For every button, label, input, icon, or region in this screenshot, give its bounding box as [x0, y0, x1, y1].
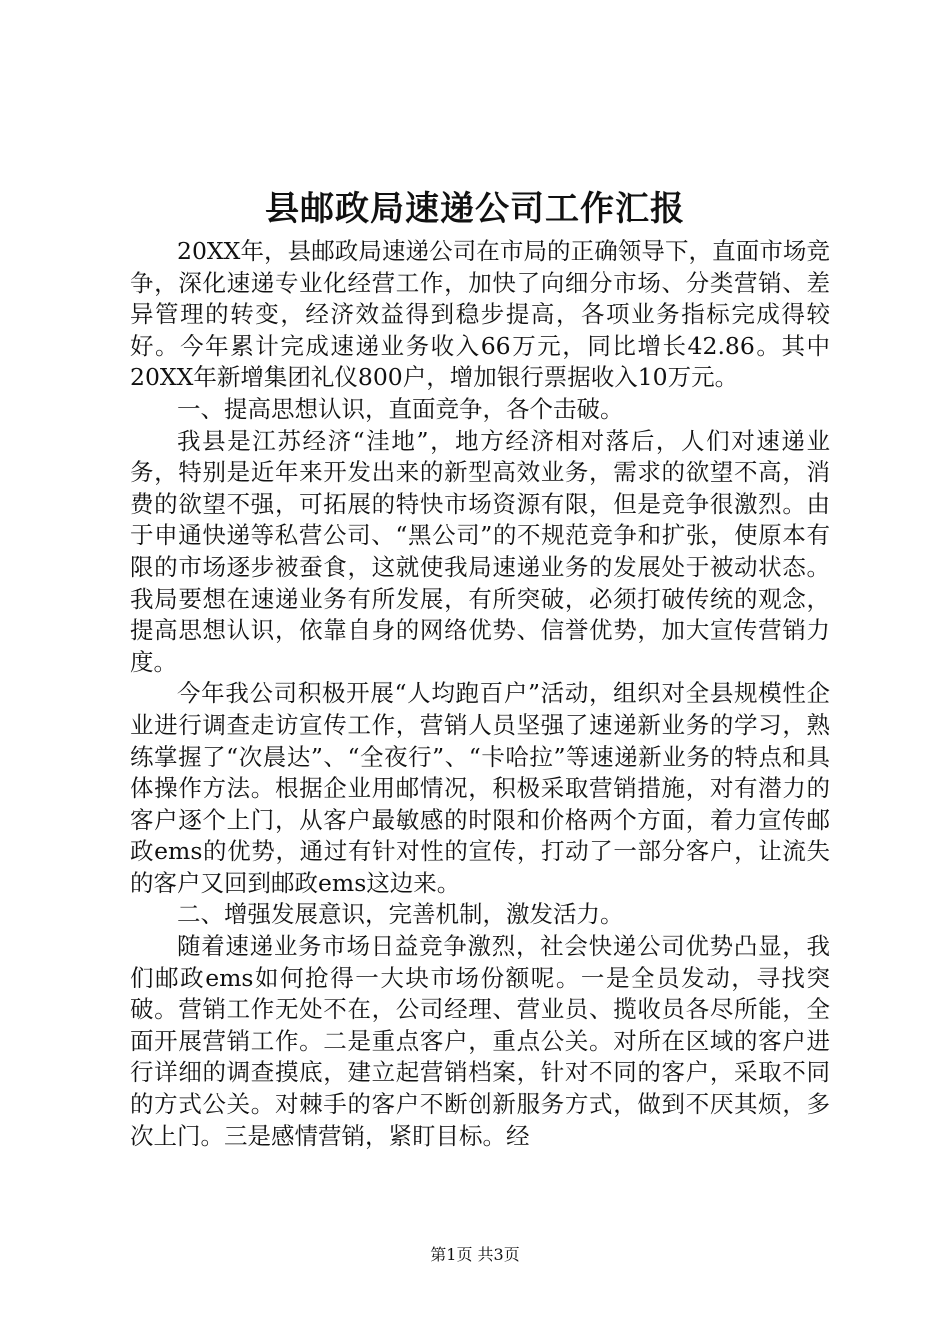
paragraph-marketing-activity: 今年我公司积极开展“人均跑百户”活动，组织对全县规模性企业进行调查走访宣传工作，营销人员坚强了速递新业务的学习，熟练掌握了“次晨达”、“全夜行”、“卡哈拉”等速递新业务的特点和具体操作方法。根据企业用邮情况，积极采取营销措施，对有潜力的客户逐个上门，从客户最敏感的时限和价格两个方面，着力宣传邮政ems的优势，通过有针对性的宣传，打动了一部分客户，让流失的客户又回到邮政ems这边来。: [130, 679, 830, 897]
section-heading-2: 二、增强发展意识，完善机制，激发活力。: [177, 900, 624, 929]
page-footer: 第1页 共3页: [430, 1245, 520, 1264]
paragraph-mechanism: 随着速递业务市场日益竞争激烈，社会快递公司优势凸显，我们邮政ems如何抢得一大块市场份额呢。一是全员发动，寻找突破。营销工作无处不在，公司经理、营业员、揽收员各尽所能，全面开展营销工作。二是重点客户，重点公关。对所在区域的客户进行详细的调查摸底，建立起营销档案，针对不同的客户，采取不同的方式公关。对棘手的客户不断创新服务方式，做到不厌其烦，多次上门。三是感情营销，紧盯目标。经: [130, 932, 830, 1150]
document-title: 县邮政局速递公司工作汇报: [265, 189, 685, 229]
paragraph-intro: 20XX年，县邮政局速递公司在市局的正确领导下，直面市场竞争，深化速递专业化经营工作，加快了向细分市场、分类营销、差异管理的转变，经济效益得到稳步提高，各项业务指标完成得较好。今年累计完成速递业务收入66万元，同比增长42.86。其中20XX年新增集团礼仪800户，增加银行票据收入10万元。: [130, 237, 830, 392]
section-heading-1: 一、提高思想认识，直面竞争，各个击破。: [177, 394, 624, 423]
document-body: [130, 236, 830, 1152]
paragraph-market-situation: 我县是江苏经济“洼地”，地方经济相对落后，人们对速递业务，特别是近年来开发出来的新型高效业务，需求的欲望不高，消费的欲望不强，可拓展的特快市场资源有限，但是竞争很激烈。由于申通快递等私营公司、“黑公司”的不规范竞争和扩张，使原本有限的市场逐步被蚕食，这就使我局速递业务的发展处于被动状态。我局要想在速递业务有所发展，有所突破，必须打破传统的观念，提高思想认识，依靠自身的网络优势、信誉优势，加大宣传营销力度。: [130, 426, 830, 676]
